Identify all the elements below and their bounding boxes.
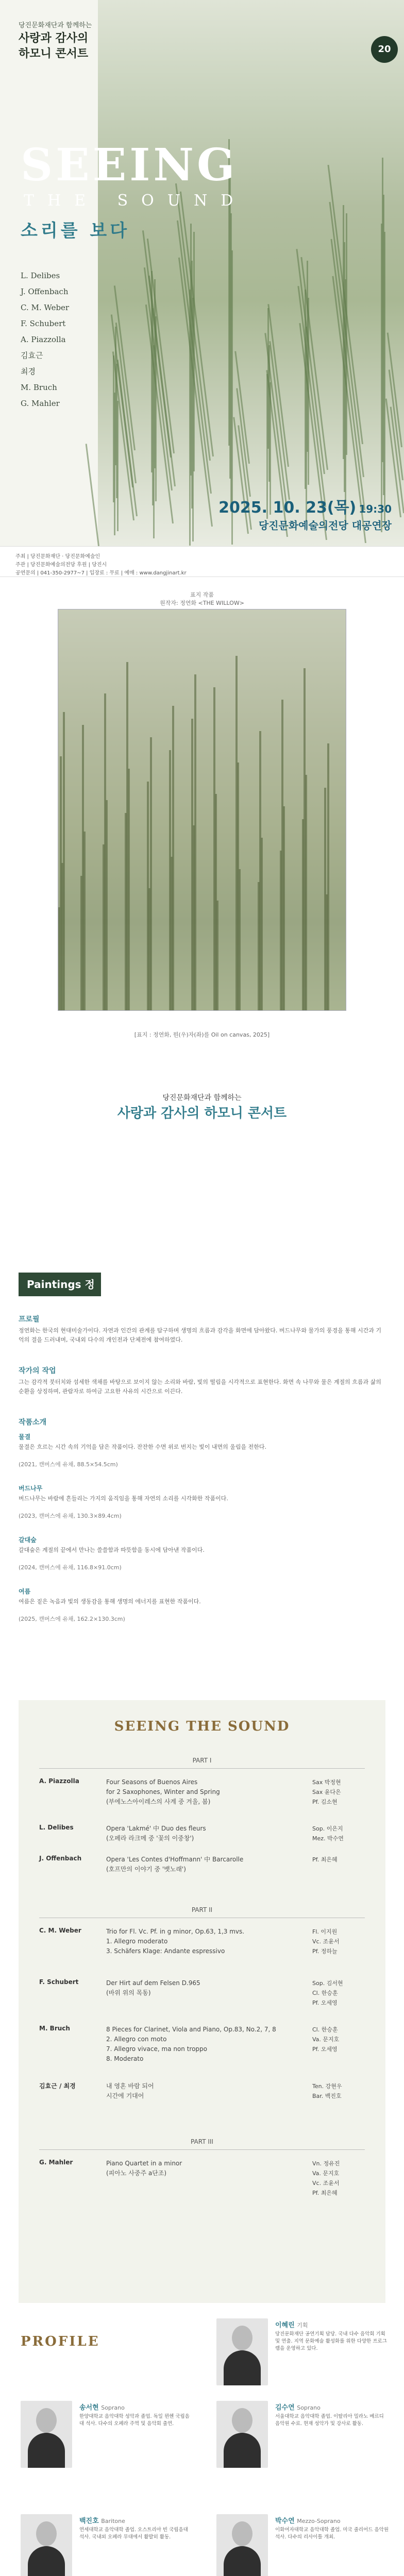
reed-stroke xyxy=(113,355,114,502)
anniversary-badge: 20 xyxy=(371,36,398,63)
profile-title: PROFILE xyxy=(21,2334,100,2349)
hero-subtitle: 당진문화재단과 함께하는 xyxy=(19,22,92,29)
reed-stroke xyxy=(142,230,172,457)
bottom-title-sub: 당진문화재단과 함께하는 xyxy=(162,1094,242,1102)
program-work: Opera 'Lakmé' 中 Duo des fleurs (오페라 라크메 중 '꽃의 이중창') xyxy=(106,1825,206,1842)
performer-bio: 이화여자대학교 음악대학 졸업. 미국 줄리어드 음악원 석사. 다수의 리사이틀 개최. xyxy=(275,2527,389,2540)
work-title: 버드나무 xyxy=(19,1485,43,1492)
composer-name: G. Mahler xyxy=(21,399,60,408)
performer-name xyxy=(79,2402,125,2412)
hero-heading xyxy=(19,21,142,62)
program-row xyxy=(39,2081,365,2112)
program-work: Der Hirt auf dem Felsen D.965 (바위 위의 목동) xyxy=(106,1979,200,1996)
performer-name-text: 김수연 xyxy=(275,2404,295,2412)
performer-role: Soprano xyxy=(297,2404,321,2411)
profile-heading: 프로필 xyxy=(19,1315,40,1324)
performer-photo xyxy=(216,2318,268,2385)
cover-painting xyxy=(58,609,346,1011)
reed-stroke xyxy=(296,249,325,474)
work-description: 물결은 흐르는 시간 속의 기억을 담은 작품이다. 잔잔한 수면 위로 번지는 빛이 내면의 울림을 전한다. xyxy=(19,1444,266,1450)
reed-stroke xyxy=(189,290,191,546)
program-row xyxy=(39,1855,365,1880)
composer-name: J. Offenbach xyxy=(21,287,69,296)
program-performers: Vn. 정유진 Va. 문지호 Vc. 조윤서 Pf. 최은혜 xyxy=(312,2160,340,2196)
performer-name-text: 백진호 xyxy=(79,2517,99,2525)
hero-section xyxy=(0,0,404,546)
tree-stroke xyxy=(128,769,130,1010)
work-caption: (2023, 캔버스에 유채, 130.3×89.4cm) xyxy=(19,1513,122,1519)
part-heading: PART I xyxy=(192,1757,212,1764)
work-title: 갈대숲 xyxy=(19,1536,37,1544)
program-performers: Sax 박정현 Sax 윤다은 Pf. 김소현 xyxy=(312,1779,341,1805)
concert-venue: 당진문화예술의전당 대공연장 xyxy=(258,519,392,532)
program-row xyxy=(39,1777,365,1814)
info-organizer: 주최 | 당진문화재단 · 당진문화예술인 xyxy=(15,554,100,560)
performer-bio: 한양대학교 음악대학 성악과 졸업. 독일 뮌헨 국립음대 석사. 다수의 오페라 주역 및 음악회 출연. xyxy=(79,2414,190,2427)
performer-photo xyxy=(21,2514,72,2576)
work-heading: 작가의 작업 xyxy=(19,1367,56,1375)
tree-stroke xyxy=(150,737,152,1010)
tree-stroke xyxy=(305,775,307,1010)
performer-name-text: 송서현 xyxy=(79,2404,99,2412)
reed-stroke xyxy=(389,369,403,480)
program-work: Piano Quartet in a minor (피아노 사중주 a단조) xyxy=(106,2160,182,2177)
performer-photo xyxy=(21,2401,72,2468)
tree-stroke xyxy=(283,806,285,1010)
profile-card xyxy=(216,2401,392,2478)
painting-frame-caption: [표지 : 정연화, 뭔(우)자(좌)를 Oil on canvas, 2025] xyxy=(134,1031,270,1038)
composer-list xyxy=(21,268,98,412)
info-contact: 공연문의 | 041-350-2977~7 | 입장료 : 무료 | 예매 : www.dangjinart.kr xyxy=(15,570,187,576)
reed-stroke xyxy=(330,239,365,510)
composer-name: L. Delibes xyxy=(21,271,60,280)
sound-title: THE SOUND xyxy=(24,192,247,210)
artist-profile-text: 정연화는 한국의 현대미술가이다. 자연과 인간의 관계를 탐구하며 생명의 흐름과 감각을 화면에 담아왔다. 버드나무와 물가의 풍경을 통해 시간과 기억의 결을 드러내며, 국내외 다수의 개인전과 단체전에 참여하였다. xyxy=(19,1327,381,1343)
tree-stroke xyxy=(327,743,329,1010)
program-composer: C. M. Weber xyxy=(39,1927,81,1934)
work-caption: (2025, 캔버스에 유채, 162.2×130.3cm) xyxy=(19,1616,125,1622)
performer-name-text: 박수연 xyxy=(275,2517,295,2525)
program-composer: J. Offenbach xyxy=(39,1855,82,1862)
program-composer: L. Delibes xyxy=(39,1824,74,1831)
program-title: SEEING THE SOUND xyxy=(114,1719,290,1734)
tree-stroke xyxy=(106,800,108,1010)
composer-name: 김효근 xyxy=(21,351,43,360)
performer-role: Mezzo-Soprano xyxy=(297,2518,341,2524)
program-performers: Fl. 이지원 Vc. 조윤서 Pf. 정하늘 xyxy=(312,1928,340,1955)
reed-stroke xyxy=(178,258,213,527)
hero-title-line1: 사랑과 감사의 xyxy=(19,31,89,45)
program-row xyxy=(39,2159,365,2205)
tree-stroke xyxy=(83,832,86,1010)
performer-role: 기획 xyxy=(297,2322,308,2329)
performer-name xyxy=(79,2515,125,2525)
performer-role: Soprano xyxy=(101,2404,125,2411)
composer-name: A. Piazzolla xyxy=(21,335,66,344)
concert-datetime xyxy=(216,495,392,532)
paintings-banner: Paintings 정연화 xyxy=(19,1273,101,1296)
hero-reed-photo xyxy=(98,0,404,546)
tree-stroke xyxy=(63,712,65,1010)
concert-time: 19:30 xyxy=(359,503,392,515)
work-description: 여름은 짙은 녹음과 빛의 생동감을 통해 생명의 에너지를 표현한 작품이다. xyxy=(19,1598,201,1605)
profile-card xyxy=(216,2514,392,2576)
program-composer: G. Mahler xyxy=(39,2159,73,2166)
info-sponsor: 주관 | 당진문화예술의전당 후원 | 당진시 xyxy=(15,562,107,568)
tree-stroke xyxy=(172,706,174,1010)
painting-artist-caption: 원작자: 정연화 <THE WILLOW> xyxy=(160,600,244,606)
program-work: Trio for Fl. Vc. Pf. in g minor, Op.63, 1,3 mvs. 1. Allegro moderato 3. Schäfers Klage: Andante espressivo xyxy=(106,1928,245,1955)
program-work: 8 Pieces for Clarinet, Viola and Piano, Op.83, No.2, 7, 8 2. Allegro con moto 7. Allegro vivace, ma non troppo 8. Moderato xyxy=(106,2026,276,2062)
program-work: Four Seasons of Buenos Aires for 2 Saxophones, Winter and Spring (부에노스아이레스의 사계 중 겨울, 봄) xyxy=(106,1778,220,1805)
work-description: 버드나무는 바람에 흔들리는 가지의 움직임을 통해 자연의 소리를 시각화한 작품이다. xyxy=(19,1495,228,1502)
program-performers: Sop. 김서현 Cl. 한승훈 Pf. 오세영 xyxy=(312,1980,343,2006)
tree-stroke xyxy=(216,901,218,1010)
composer-name: 최경 xyxy=(21,367,36,376)
hero-title-line2: 하모니 콘서트 xyxy=(19,47,89,61)
program-row xyxy=(39,1824,365,1850)
performer-name xyxy=(275,2319,308,2329)
reed-stroke xyxy=(297,286,326,507)
program-composer: A. Piazzolla xyxy=(39,1777,79,1785)
profile-card xyxy=(21,2514,196,2576)
program-work: 내 영혼 바람 되어 시간에 기대어 xyxy=(106,2082,154,2099)
program-work: Opera 'Les Contes d'Hoffmann' 中 Barcarolle (호프만의 이야기 중 '뱃노래') xyxy=(106,1856,244,1873)
work-caption: (2021, 캔버스에 유채, 88.5×54.5cm) xyxy=(19,1461,118,1468)
performer-name xyxy=(275,2402,321,2412)
tree-stroke xyxy=(239,869,241,1010)
program-composer: 김효근 / 최경 xyxy=(39,2082,76,2090)
part-heading: PART II xyxy=(191,1906,213,1913)
performer-bio: 연세대학교 음악대학 졸업. 오스트리아 빈 국립음대 석사. 국내외 오페라 무대에서 활발히 활동. xyxy=(79,2527,188,2540)
performer-photo xyxy=(216,2401,268,2468)
performer-photo xyxy=(216,2514,268,2576)
program-row xyxy=(39,2025,365,2071)
program-performers: Sop. 이은지 Mez. 박수연 xyxy=(312,1825,344,1842)
profile-section xyxy=(0,2303,404,2576)
performer-role: Baritone xyxy=(101,2518,125,2524)
work-title: 물결 xyxy=(19,1433,31,1440)
work-caption: (2024, 캔버스에 유채, 116.8×91.0cm) xyxy=(19,1564,122,1571)
reed-stroke xyxy=(180,192,214,457)
composer-name: M. Bruch xyxy=(21,383,57,392)
reed-stroke xyxy=(144,267,173,490)
profile-card xyxy=(216,2318,392,2396)
work-description: 갈대숲은 계절의 끝에서 만나는 쓸쓸함과 따뜻함을 동시에 담아낸 작품이다. xyxy=(19,1547,205,1553)
tree-stroke xyxy=(194,674,196,1010)
korean-title: 소리를 보다 xyxy=(21,221,130,241)
painting-label: 표지 작품 xyxy=(190,591,214,598)
work-title: 여름 xyxy=(19,1588,31,1595)
program-row xyxy=(39,1927,365,1968)
composer-name: F. Schubert xyxy=(21,319,66,328)
program-performers: Ten. 강현우 Bar. 백진호 xyxy=(312,2083,342,2099)
bottom-title-main: 사랑과 감사의 하모니 콘서트 xyxy=(117,1106,287,1121)
reed-stroke xyxy=(381,224,382,532)
info-bar xyxy=(0,546,404,577)
reed-stroke xyxy=(343,205,344,459)
painting-bottom-title xyxy=(0,1092,404,1122)
program-composer: M. Bruch xyxy=(39,2025,70,2032)
part-divider xyxy=(39,2149,365,2150)
program-section xyxy=(19,1700,385,2303)
program-row xyxy=(39,1978,365,2014)
paintings-section xyxy=(0,1252,404,1700)
performer-name-text: 이혜린 xyxy=(275,2321,295,2329)
part-divider xyxy=(39,1768,365,1769)
part-heading: PART III xyxy=(191,2138,213,2145)
performer-name xyxy=(275,2515,341,2525)
reed-stroke xyxy=(86,444,99,546)
profile-card xyxy=(21,2401,196,2478)
works-heading: 작품소개 xyxy=(19,1418,47,1427)
reed-stroke xyxy=(236,388,251,497)
concert-date: 2025. 10. 23(목) xyxy=(218,499,357,517)
performer-bio: 당진문화재단 공연기획 담당. 국내 다수 음악회 기획 및 연출. 지역 문화예술 활성화를 위한 다양한 프로그램을 운영하고 있다. xyxy=(275,2331,387,2351)
artist-work-text: 그는 감각적 붓터치와 섬세한 색채를 바탕으로 보이지 않는 소리와 바람, 빛의 떨림을 시각적으로 표현한다. 화면 속 나무와 물은 계절의 흐름과 삶의 순환을 상징하며, 관람자로 하여금 고요한 사유의 시간으로 이끈다. xyxy=(19,1379,381,1395)
tree-stroke xyxy=(261,838,263,1010)
performer-bio: 서울대학교 음악대학 졸업. 이탈리아 밀라노 베르디 음악원 수료. 현재 성악가 및 강사로 활동. xyxy=(275,2414,384,2427)
seeing-title: SEEING xyxy=(21,139,238,191)
cover-painting-section xyxy=(0,577,404,1252)
program-performers: Pf. 최은혜 xyxy=(312,1856,338,1863)
program-performers: Cl. 한승훈 Va. 문지호 Pf. 오세영 xyxy=(312,2026,340,2053)
composer-name: C. M. Weber xyxy=(21,303,70,312)
program-composer: F. Schubert xyxy=(39,1978,79,1986)
